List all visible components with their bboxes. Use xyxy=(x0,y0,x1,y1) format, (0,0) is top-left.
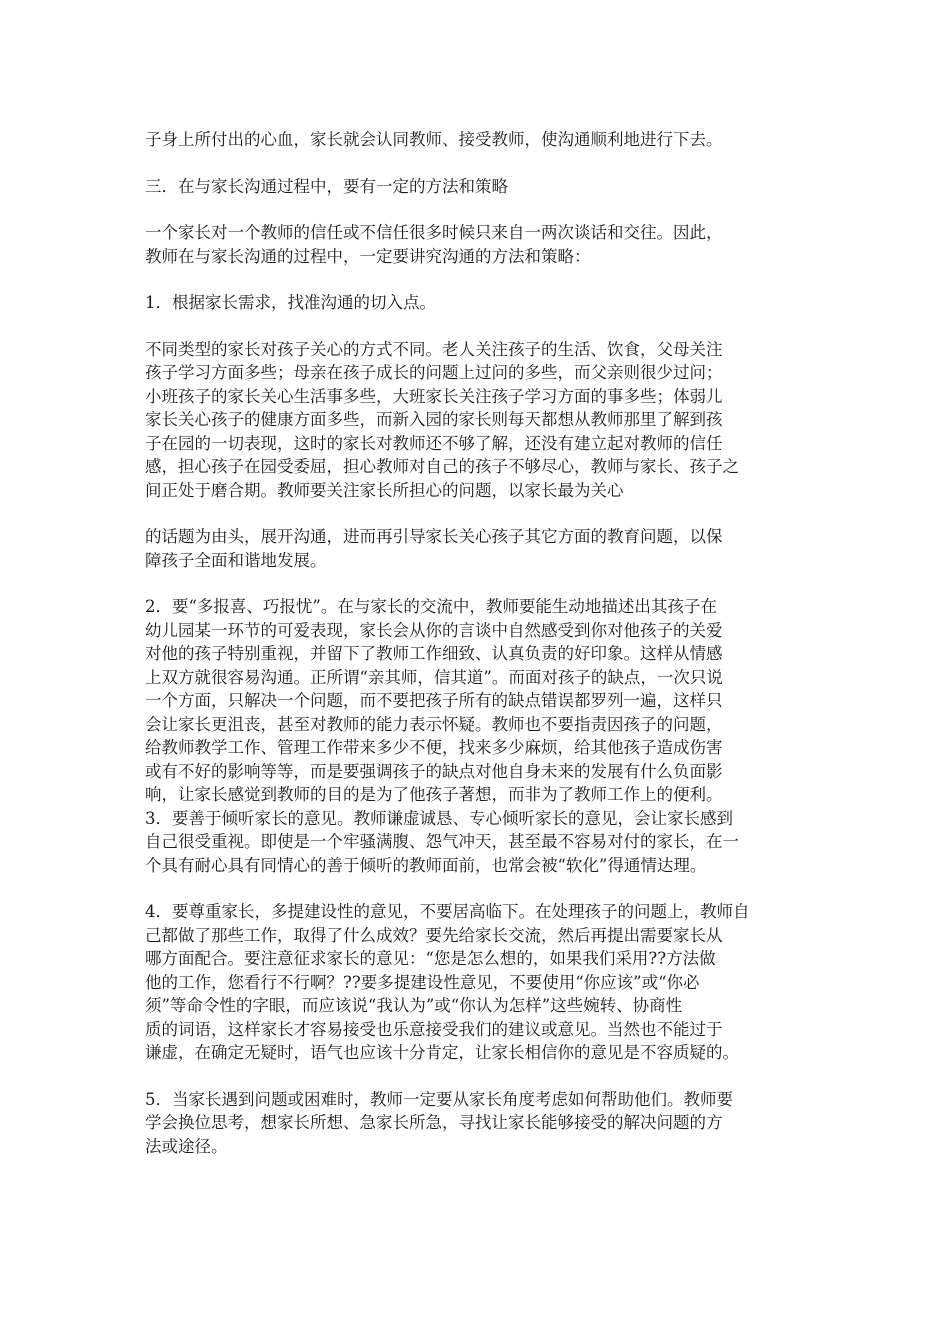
text-line: 间正处于磨合期。教师要关注家长所担心的问题，以家长最为关心 xyxy=(145,480,624,500)
text-line: 障孩子全面和谐地发展。 xyxy=(145,550,327,570)
paragraph xyxy=(145,128,807,152)
text-line: 响，让家长感觉到教师的目的是为了他孩子著想，而非为了教师工作上的便利。 xyxy=(145,785,723,804)
text-line: 的话题为由头，展开沟通，进而再引导家长关心孩子其它方面的教育问题，以保 xyxy=(145,527,723,546)
text-line: 对他的孩子特别重视，并留下了教师工作细致、认真负责的好印象。这样从情感 xyxy=(145,644,723,663)
text-line: 个具有耐心具有同情心的善于倾听的教师面前，也常会被“软化”得通情达理。 xyxy=(145,855,707,875)
paragraph xyxy=(145,291,807,315)
text-line: 5．当家长遇到问题或困难时，教师一定要从家长角度考虑如何帮助他们。教师要 xyxy=(145,1089,733,1109)
text-line: 一个家长对一个教师的信任或不信任很多时候只来自一两次谈话和交往。因此， xyxy=(145,223,723,242)
text-line: 一个方面，只解决一个问题，而不要把孩子所有的缺点错误都罗列一遍，这样只 xyxy=(145,691,723,710)
text-line: 己都做了那些工作，取得了什么成效？要先给家长交流，然后再提出需要家长从 xyxy=(145,925,723,945)
text-line: 法或途径。 xyxy=(145,1136,228,1156)
text-line: 他的工作，您看行不行啊？??要多提建设性意见，不要使用“你应该”或“你必 xyxy=(145,972,700,992)
text-line: 或有不好的影响等等，而是要强调孩子的缺点对他自身未来的发展有什么负面影 xyxy=(145,761,723,781)
text-line: 感，担心孩子在园受委屈，担心教师对自己的孩子不够尽心，教师与家长、孩子之 xyxy=(145,457,739,476)
paragraph xyxy=(145,1088,807,1159)
text-line: 给教师教学工作、管理工作带来多少不便，找来多少麻烦，给其他孩子造成伤害 xyxy=(145,738,723,757)
text-line: 子在园的一切表现，这时的家长对教师还不够了解，还没有建立起对教师的信任 xyxy=(145,433,723,453)
text-line: 3．要善于倾听家长的意见。教师谦虚诚恳、专心倾听家长的意见，会让家长感到 xyxy=(145,808,733,828)
text-line: 质的词语，这样家长才容易接受也乐意接受我们的建议或意见。当然也不能过于 xyxy=(145,1019,723,1039)
text-line: 2．要“多报喜、巧报忧”。在与家长的交流中，教师要能生动地描述出其孩子在 xyxy=(145,597,717,616)
text-line: 谦虚，在确定无疑时，语气也应该十分肯定，让家长相信你的意见是不容质疑的。 xyxy=(145,1043,739,1062)
text-line: 小班孩子的家长关心生活事多些，大班家长关注孩子学习方面的事多些；体弱儿 xyxy=(145,386,723,406)
text-line: 幼儿园某一环节的可爱表现，家长会从你的言谈中自然感受到你对他孩子的关爱 xyxy=(145,620,723,640)
paragraph xyxy=(145,525,807,572)
text-line: 自己很受重视。即使是一个牢骚满腹、怨气冲天，甚至最不容易对付的家长，在一 xyxy=(145,832,739,851)
paragraph xyxy=(145,595,807,807)
text-line: 学会换位思考，想家长所想、急家长所急，寻找让家长能够接受的解决问题的方 xyxy=(145,1113,723,1132)
document-body xyxy=(145,128,807,1181)
text-line: 哪方面配合。要注意征求家长的意见：“您是怎么想的，如果我们采用??方法做 xyxy=(145,949,716,968)
text-line: 上双方就很容易沟通。正所谓“亲其师，信其道”。而面对孩子的缺点，一次只说 xyxy=(145,667,723,687)
paragraph xyxy=(145,338,807,503)
text-line: 1．根据家长需求，找准沟通的切入点。 xyxy=(145,293,436,312)
text-line: 家长关心孩子的健康方面多些，而新入园的家长则每天都想从教师那里了解到孩 xyxy=(145,410,723,429)
text-line: 教师在与家长沟通的过程中，一定要讲究沟通的方法和策略： xyxy=(145,246,591,266)
paragraph xyxy=(145,807,807,878)
text-line: 会让家长更沮丧，甚至对教师的能力表示怀疑。教师也不要指责因孩子的问题， xyxy=(145,714,723,734)
text-line: 孩子学习方面多些；母亲在孩子成长的问题上过问的多些，而父亲则很少过问； xyxy=(145,363,723,382)
paragraph xyxy=(145,900,807,1065)
text-line: 子身上所付出的心血，家长就会认同教师、接受教师，使沟通顺利地进行下去。 xyxy=(145,130,723,149)
text-line: 三．在与家长沟通过程中，要有一定的方法和策略 xyxy=(145,176,508,196)
text-line: 4．要尊重家长，多提建设性的意见，不要居高临下。在处理孩子的问题上，教师自 xyxy=(145,902,750,921)
paragraph xyxy=(145,175,807,199)
text-line: 须”等命令性的字眼，而应该说“我认为”或“你认为怎样”这些婉转、协商性 xyxy=(145,996,683,1015)
text-line: 不同类型的家长对孩子关心的方式不同。老人关注孩子的生活、饮食，父母关注 xyxy=(145,339,723,359)
paragraph xyxy=(145,221,807,268)
